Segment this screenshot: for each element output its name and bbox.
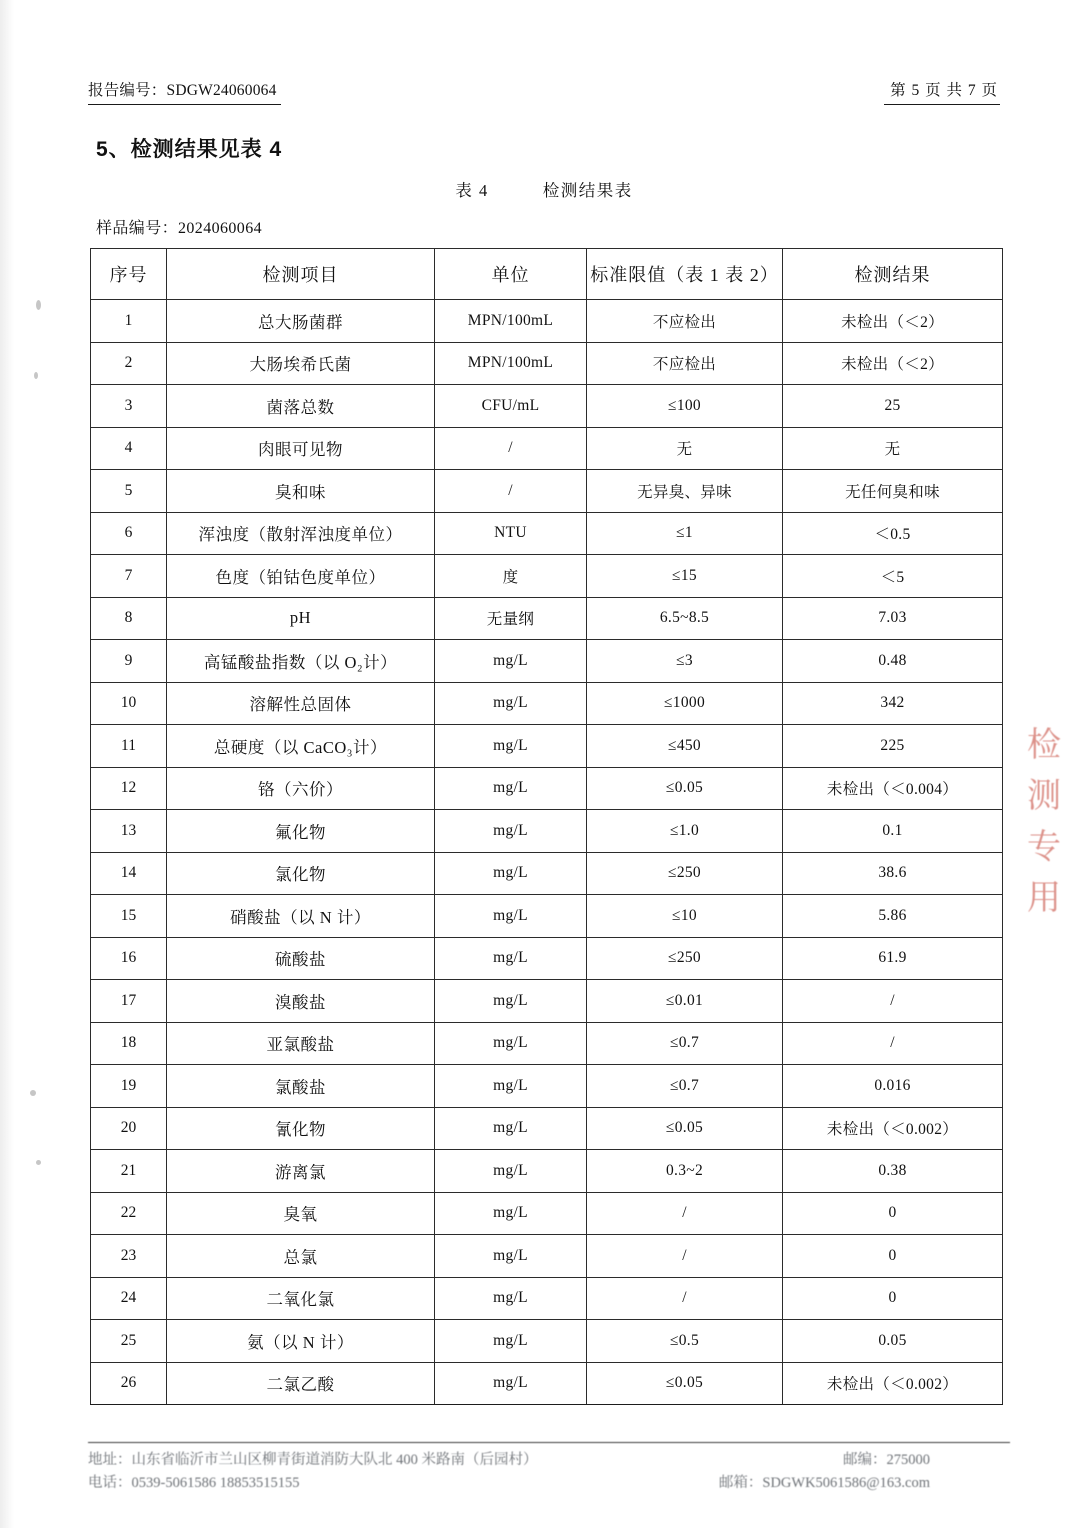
cell-limit: 不应检出 xyxy=(587,300,783,343)
table-row xyxy=(91,300,1003,343)
footer-address: 地址：山东省临沂市兰山区柳青街道消防大队北 400 米路南（后园村） xyxy=(88,1452,538,1469)
cell-item: 总大肠菌群 xyxy=(167,300,435,343)
table-row xyxy=(91,937,1003,980)
table-row xyxy=(91,1362,1003,1405)
cell-result: 0.016 xyxy=(783,1065,1003,1108)
cell-result: 25 xyxy=(783,385,1003,428)
section-title: 5、检测结果见表 4 xyxy=(96,138,283,161)
cell-limit: ≤1.0 xyxy=(587,810,783,853)
cell-limit: ≤250 xyxy=(587,937,783,980)
cell-index: 12 xyxy=(91,767,167,810)
report-number: 报告编号：SDGW24060064 xyxy=(88,78,281,105)
table-row xyxy=(91,852,1003,895)
cell-unit: mg/L xyxy=(435,895,587,938)
cell-result: 0.05 xyxy=(783,1320,1003,1363)
cell-result: 0.38 xyxy=(783,1150,1003,1193)
table-row xyxy=(91,1022,1003,1065)
cell-item: 氯酸盐 xyxy=(167,1065,435,1108)
cell-result: 5.86 xyxy=(783,895,1003,938)
cell-result: 38.6 xyxy=(783,852,1003,895)
page-header xyxy=(88,78,1000,109)
cell-item: 二氧化氯 xyxy=(167,1277,435,1320)
cell-item: 溴酸盐 xyxy=(167,980,435,1023)
cell-index: 1 xyxy=(91,300,167,343)
cell-unit: mg/L xyxy=(435,937,587,980)
cell-limit: ≤0.05 xyxy=(587,1107,783,1150)
cell-limit: ≤0.01 xyxy=(587,980,783,1023)
cell-item: 肉眼可见物 xyxy=(167,427,435,470)
cell-result: 61.9 xyxy=(783,937,1003,980)
cell-result: 未检出（＜0.002） xyxy=(783,1362,1003,1405)
seal-stamp: 检 测 专 用 xyxy=(1027,727,1061,917)
table-row xyxy=(91,385,1003,428)
cell-limit: / xyxy=(587,1235,783,1278)
cell-unit: mg/L xyxy=(435,810,587,853)
table-row xyxy=(91,1150,1003,1193)
cell-limit: ≤0.05 xyxy=(587,767,783,810)
table-row xyxy=(91,640,1003,683)
cell-item: 大肠埃希氏菌 xyxy=(167,342,435,385)
cell-result: 无任何臭和味 xyxy=(783,470,1003,513)
cell-item: 氰化物 xyxy=(167,1107,435,1150)
cell-limit: 不应检出 xyxy=(587,342,783,385)
cell-unit: mg/L xyxy=(435,1022,587,1065)
cell-item: 硝酸盐（以 N 计） xyxy=(167,895,435,938)
col-header-result: 检测结果 xyxy=(783,249,1003,300)
cell-unit: mg/L xyxy=(435,1065,587,1108)
scan-speck xyxy=(36,1160,41,1165)
cell-item: 菌落总数 xyxy=(167,385,435,428)
cell-result: 0.48 xyxy=(783,640,1003,683)
cell-unit: mg/L xyxy=(435,682,587,725)
cell-limit: / xyxy=(587,1192,783,1235)
cell-index: 8 xyxy=(91,597,167,640)
cell-item: 二氯乙酸 xyxy=(167,1362,435,1405)
cell-index: 9 xyxy=(91,640,167,683)
cell-unit: mg/L xyxy=(435,1107,587,1150)
col-header-item: 检测项目 xyxy=(167,249,435,300)
cell-result: ＜0.5 xyxy=(783,512,1003,555)
cell-index: 7 xyxy=(91,555,167,598)
cell-item: 臭氧 xyxy=(167,1192,435,1235)
cell-limit: ≤1000 xyxy=(587,682,783,725)
cell-result: 0 xyxy=(783,1235,1003,1278)
cell-unit: mg/L xyxy=(435,1150,587,1193)
cell-index: 2 xyxy=(91,342,167,385)
cell-item: 游离氯 xyxy=(167,1150,435,1193)
table-row xyxy=(91,682,1003,725)
table-row xyxy=(91,1320,1003,1363)
table-row xyxy=(91,470,1003,513)
cell-limit: ≤0.05 xyxy=(587,1362,783,1405)
footer-email: 邮箱：SDGWK5061586@163.com xyxy=(718,1474,930,1491)
cell-unit: mg/L xyxy=(435,980,587,1023)
cell-limit: ≤1 xyxy=(587,512,783,555)
table-row xyxy=(91,427,1003,470)
cell-unit: mg/L xyxy=(435,767,587,810)
cell-index: 15 xyxy=(91,895,167,938)
table-header-row xyxy=(91,249,1003,300)
cell-unit: mg/L xyxy=(435,640,587,683)
table-row xyxy=(91,895,1003,938)
cell-limit: / xyxy=(587,1277,783,1320)
cell-limit: ≤100 xyxy=(587,385,783,428)
cell-unit: mg/L xyxy=(435,725,587,768)
cell-unit: CFU/mL xyxy=(435,385,587,428)
col-header-limit: 标准限值（表 1 表 2） xyxy=(587,249,783,300)
cell-unit: MPN/100mL xyxy=(435,342,587,385)
table-row xyxy=(91,1277,1003,1320)
cell-unit: / xyxy=(435,470,587,513)
cell-limit: ≤10 xyxy=(587,895,783,938)
scan-edge-shadow xyxy=(0,0,14,1528)
cell-item: 溶解性总固体 xyxy=(167,682,435,725)
scan-speck xyxy=(34,372,38,379)
cell-limit: ≤15 xyxy=(587,555,783,598)
cell-index: 20 xyxy=(91,1107,167,1150)
page-footer xyxy=(88,1442,1010,1494)
cell-result: / xyxy=(783,980,1003,1023)
scan-speck xyxy=(36,300,41,310)
cell-item: 氟化物 xyxy=(167,810,435,853)
cell-result: 342 xyxy=(783,682,1003,725)
cell-index: 23 xyxy=(91,1235,167,1278)
cell-index: 21 xyxy=(91,1150,167,1193)
cell-result: 0.1 xyxy=(783,810,1003,853)
cell-result: 未检出（＜2） xyxy=(783,342,1003,385)
cell-unit: mg/L xyxy=(435,1235,587,1278)
cell-limit: 6.5~8.5 xyxy=(587,597,783,640)
cell-index: 26 xyxy=(91,1362,167,1405)
cell-item: 总氯 xyxy=(167,1235,435,1278)
table-row xyxy=(91,725,1003,768)
cell-item: 总硬度（以 CaCO₃计） xyxy=(167,725,435,768)
cell-index: 18 xyxy=(91,1022,167,1065)
cell-index: 24 xyxy=(91,1277,167,1320)
table-caption-number: 表 4 xyxy=(455,181,489,200)
cell-item: 亚氯酸盐 xyxy=(167,1022,435,1065)
cell-index: 3 xyxy=(91,385,167,428)
cell-index: 4 xyxy=(91,427,167,470)
cell-result: 225 xyxy=(783,725,1003,768)
cell-index: 16 xyxy=(91,937,167,980)
cell-result: 未检出（＜2） xyxy=(783,300,1003,343)
table-row xyxy=(91,1235,1003,1278)
cell-unit: NTU xyxy=(435,512,587,555)
cell-item: 铬（六价） xyxy=(167,767,435,810)
page-number: 第 5 页 共 7 页 xyxy=(884,78,1000,105)
table-row xyxy=(91,767,1003,810)
cell-index: 6 xyxy=(91,512,167,555)
cell-unit: mg/L xyxy=(435,1320,587,1363)
table-row xyxy=(91,512,1003,555)
cell-limit: ≤3 xyxy=(587,640,783,683)
cell-result: ＜5 xyxy=(783,555,1003,598)
cell-index: 11 xyxy=(91,725,167,768)
cell-index: 5 xyxy=(91,470,167,513)
table-row xyxy=(91,342,1003,385)
cell-limit: 0.3~2 xyxy=(587,1150,783,1193)
cell-result: 0 xyxy=(783,1277,1003,1320)
cell-result: 未检出（＜0.004） xyxy=(783,767,1003,810)
col-header-index: 序号 xyxy=(91,249,167,300)
table-row xyxy=(91,1107,1003,1150)
cell-limit: ≤0.7 xyxy=(587,1022,783,1065)
cell-limit: ≤250 xyxy=(587,852,783,895)
cell-item: 氨（以 N 计） xyxy=(167,1320,435,1363)
cell-item: pH xyxy=(167,597,435,640)
cell-limit: ≤0.7 xyxy=(587,1065,783,1108)
col-header-unit: 单位 xyxy=(435,249,587,300)
cell-item: 浑浊度（散射浑浊度单位） xyxy=(167,512,435,555)
cell-unit: mg/L xyxy=(435,1362,587,1405)
cell-unit: mg/L xyxy=(435,1277,587,1320)
cell-result: 无 xyxy=(783,427,1003,470)
sample-number: 样品编号：2024060064 xyxy=(96,220,263,237)
cell-index: 13 xyxy=(91,810,167,853)
cell-result: 未检出（＜0.002） xyxy=(783,1107,1003,1150)
cell-item: 硫酸盐 xyxy=(167,937,435,980)
table-row xyxy=(91,1065,1003,1108)
table-caption xyxy=(88,177,1000,201)
cell-unit: 度 xyxy=(435,555,587,598)
table-body xyxy=(91,300,1003,1405)
cell-unit: 无量纲 xyxy=(435,597,587,640)
cell-index: 22 xyxy=(91,1192,167,1235)
cell-item: 高锰酸盐指数（以 O₂计） xyxy=(167,640,435,683)
table-row xyxy=(91,980,1003,1023)
footer-phone: 电话：0539-5061586 18853515155 xyxy=(88,1474,300,1491)
cell-unit: / xyxy=(435,427,587,470)
table-caption-text: 检测结果表 xyxy=(542,181,633,200)
cell-index: 10 xyxy=(91,682,167,725)
results-table xyxy=(90,248,1003,1405)
table-row xyxy=(91,810,1003,853)
cell-item: 氯化物 xyxy=(167,852,435,895)
cell-limit: ≤450 xyxy=(587,725,783,768)
cell-limit: 无 xyxy=(587,427,783,470)
cell-unit: MPN/100mL xyxy=(435,300,587,343)
table-row xyxy=(91,555,1003,598)
table-row xyxy=(91,597,1003,640)
table-row xyxy=(91,1192,1003,1235)
cell-index: 19 xyxy=(91,1065,167,1108)
cell-item: 色度（铂钴色度单位） xyxy=(167,555,435,598)
cell-index: 17 xyxy=(91,980,167,1023)
cell-result: 0 xyxy=(783,1192,1003,1235)
cell-result: 7.03 xyxy=(783,597,1003,640)
footer-postcode: 邮编：275000 xyxy=(843,1452,930,1469)
cell-unit: mg/L xyxy=(435,1192,587,1235)
cell-limit: ≤0.5 xyxy=(587,1320,783,1363)
cell-index: 25 xyxy=(91,1320,167,1363)
cell-limit: 无异臭、异味 xyxy=(587,470,783,513)
cell-unit: mg/L xyxy=(435,852,587,895)
scan-speck xyxy=(30,1090,36,1096)
cell-result: / xyxy=(783,1022,1003,1065)
cell-item: 臭和味 xyxy=(167,470,435,513)
cell-index: 14 xyxy=(91,852,167,895)
